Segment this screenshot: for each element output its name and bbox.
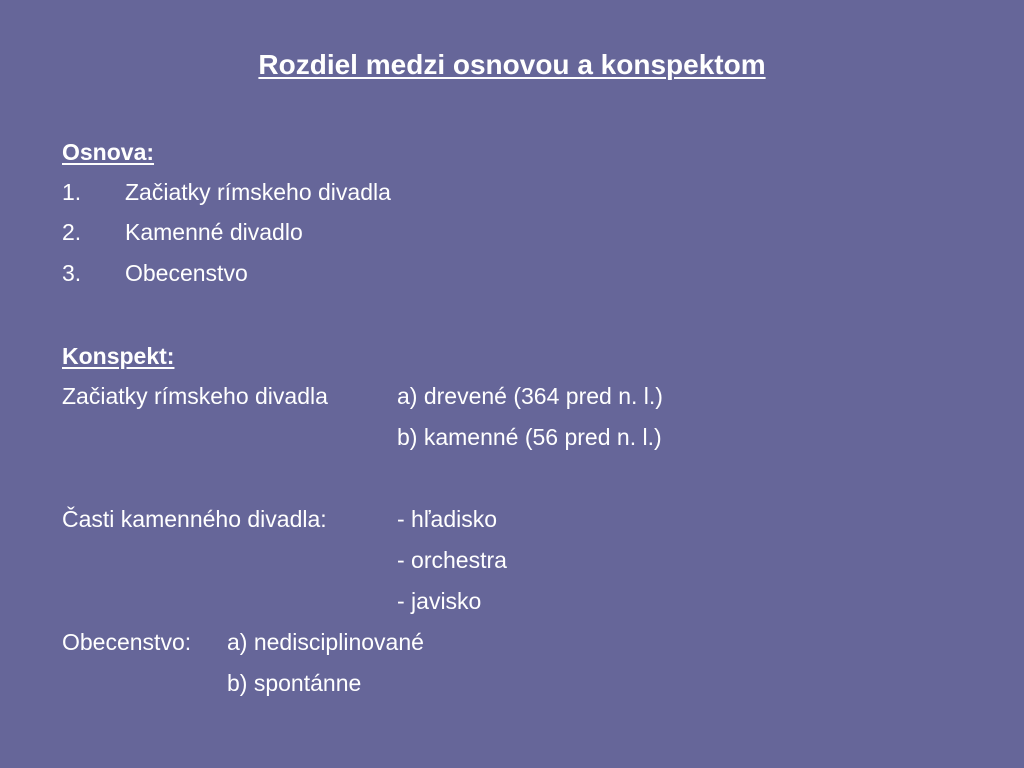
osnova-item-2-number: 2. [62,219,82,245]
konspekt-obecenstvo-b: b) spontánne [227,670,362,696]
konspekt-heading: Konspekt: [62,343,175,369]
osnova-heading: Osnova: [62,139,155,165]
osnova-item-3-text: Obecenstvo [125,260,248,286]
konspekt-obecenstvo-a: a) nedisciplinované [227,629,424,655]
konspekt-zaciatky-b: b) kamenné (56 pred n. l.) [397,424,662,450]
osnova-item-1-text: Začiatky rímskeho divadla [125,179,391,205]
konspekt-casti-item-1: - hľadisko [397,506,498,532]
osnova-item-3-number: 3. [62,260,82,286]
konspekt-casti-item-2: - orchestra [397,547,507,573]
slide-title: Rozdiel medzi osnovou a konspektom [258,49,766,80]
konspekt-zaciatky-a: a) drevené (364 pred n. l.) [397,383,663,409]
osnova-item-2-text: Kamenné divadlo [125,219,303,245]
konspekt-zaciatky-label: Začiatky rímskeho divadla [62,383,328,409]
konspekt-casti-label: Časti kamenného divadla: [62,506,327,532]
konspekt-casti-item-3: - javisko [397,588,482,614]
konspekt-obecenstvo-label: Obecenstvo: [62,629,192,655]
osnova-item-1-number: 1. [62,179,82,205]
